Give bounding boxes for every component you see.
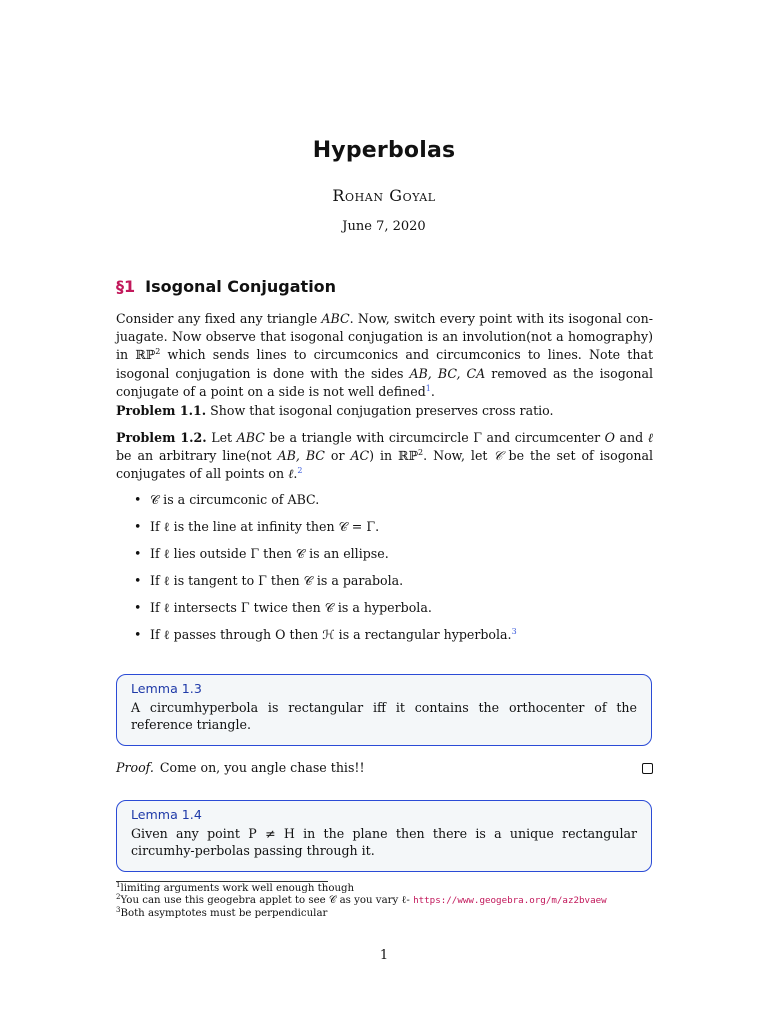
math-run: AB, BC	[277, 448, 325, 464]
footnote-number: 3	[116, 905, 121, 914]
list-item-text: If ℓ is tangent to Γ then 𝒞 is a parabola.	[150, 573, 404, 588]
text-run: . Now, let	[423, 448, 494, 464]
author-name: Rohan Goyal	[332, 186, 436, 205]
footnote-2	[116, 895, 676, 907]
intro-paragraph	[116, 310, 653, 401]
text-run: . Now, switch every point with its isogonal con-juagate. Now observe that isogonal conjugation is an involution(not a homography) in ℝℙ	[116, 311, 653, 363]
footnote-text: Both asymptotes must be perpendicular	[120, 907, 328, 919]
math-run: ABC	[236, 430, 265, 445]
footnote-link-2[interactable]: 2	[297, 466, 303, 476]
qed-square-icon	[642, 763, 653, 774]
text-run: Consider any fixed any triangle	[116, 311, 322, 326]
list-item-text: If ℓ lies outside Γ then 𝒞 is an ellipse.	[150, 546, 389, 561]
proof-text: Come on, you angle chase this!!	[159, 760, 365, 775]
list-item-text: If ℓ is the line at infinity then 𝒞 = Γ.	[150, 519, 380, 534]
list-item-text: If ℓ passes through O then ℋ is a rectangular hyperbola.	[150, 627, 512, 642]
list-item	[134, 517, 654, 544]
page-number: 1	[379, 948, 389, 963]
bullet-icon: •	[134, 519, 142, 534]
text-run: be an arbitrary line(not	[116, 448, 278, 464]
proof-label: Proof.	[116, 760, 154, 775]
text-run: or	[324, 448, 351, 464]
lemma-box-1-3	[116, 674, 652, 746]
lemma-body: A circumhyperbola is rectangular iff it contains the orthocenter of the reference triangle.	[131, 700, 637, 732]
list-item	[134, 598, 654, 625]
geogebra-link[interactable]: https://www.geogebra.org/m/az2bvaew	[413, 895, 607, 907]
text-run: which sends lines to circumconics and circumconics to lines. Note that isogonal conjugation is done with the sides	[116, 347, 654, 381]
paper-title: Hyperbolas	[312, 138, 456, 163]
lemma-title: Lemma 1.3	[131, 681, 202, 696]
list-item	[134, 625, 654, 652]
property-list	[134, 490, 654, 652]
text-run: Let	[211, 430, 237, 445]
footnote-link-3[interactable]: 3	[511, 627, 517, 636]
bullet-icon: •	[134, 492, 142, 507]
footnote-text: limiting arguments work well enough though	[120, 883, 355, 894]
list-item	[134, 571, 654, 598]
section-number: §1	[116, 277, 136, 296]
problem-label: Problem 1.2.	[116, 430, 207, 445]
footnote-number: 2	[116, 893, 121, 902]
footnotes	[116, 883, 676, 920]
section-heading	[116, 277, 336, 296]
superscript: 2	[418, 448, 424, 458]
math-run: AC	[350, 448, 370, 464]
problem-1-2	[116, 429, 653, 484]
bullet-icon: •	[134, 600, 142, 615]
text-run: be the set of isogonal conjugates of all points on	[116, 448, 654, 482]
paper-date: June 7, 2020	[342, 219, 426, 234]
footnote-number: 1	[116, 881, 121, 889]
bullet-icon: •	[134, 546, 142, 561]
list-item	[134, 544, 654, 571]
section-title: Isogonal Conjugation	[145, 277, 337, 296]
lemma-title: Lemma 1.4	[131, 807, 202, 822]
text-run: be a triangle with circumcircle Γ and circumcenter	[264, 430, 605, 445]
math-run: AB, BC, CA	[409, 365, 486, 381]
footnote-link-1[interactable]: 1	[425, 383, 431, 393]
text-run: .	[293, 466, 298, 482]
math-run: ABC	[321, 311, 350, 326]
bullet-icon: •	[134, 627, 142, 642]
superscript: 2	[155, 347, 161, 357]
lemma-body: Given any point P ≠ H in the plane then there is a unique rectangular circumhy-perbolas passing through it.	[131, 826, 637, 858]
footnote-3	[116, 905, 676, 920]
list-item-text: If ℓ intersects Γ twice then 𝒞 is a hyperbola.	[150, 600, 432, 615]
math-run: ℓ	[288, 466, 294, 482]
text-run: .	[430, 383, 435, 399]
list-item-text: 𝒞 is a circumconic of ABC.	[150, 492, 320, 507]
footnote-text: You can use this geogebra applet to see 𝒞 as you vary ℓ-	[120, 895, 414, 907]
math-run: 𝒞	[493, 448, 503, 464]
problem-1-1	[116, 402, 653, 420]
text-run: and	[614, 430, 648, 445]
lemma-box-1-4	[116, 800, 652, 872]
problem-text: Show that isogonal conjugation preserves cross ratio.	[210, 403, 554, 418]
bullet-icon: •	[134, 573, 142, 588]
problem-label: Problem 1.1.	[116, 403, 207, 418]
footnote-divider	[116, 881, 328, 882]
math-run: O	[604, 430, 615, 445]
math-run: ℓ	[647, 430, 653, 445]
footnote-1	[116, 883, 676, 895]
proof-block	[116, 760, 653, 775]
text-run: removed as the isogonal conjugate of a point on a side is not well defined	[116, 365, 653, 399]
text-run: ) in ℝℙ	[369, 448, 419, 464]
list-item	[134, 490, 654, 517]
